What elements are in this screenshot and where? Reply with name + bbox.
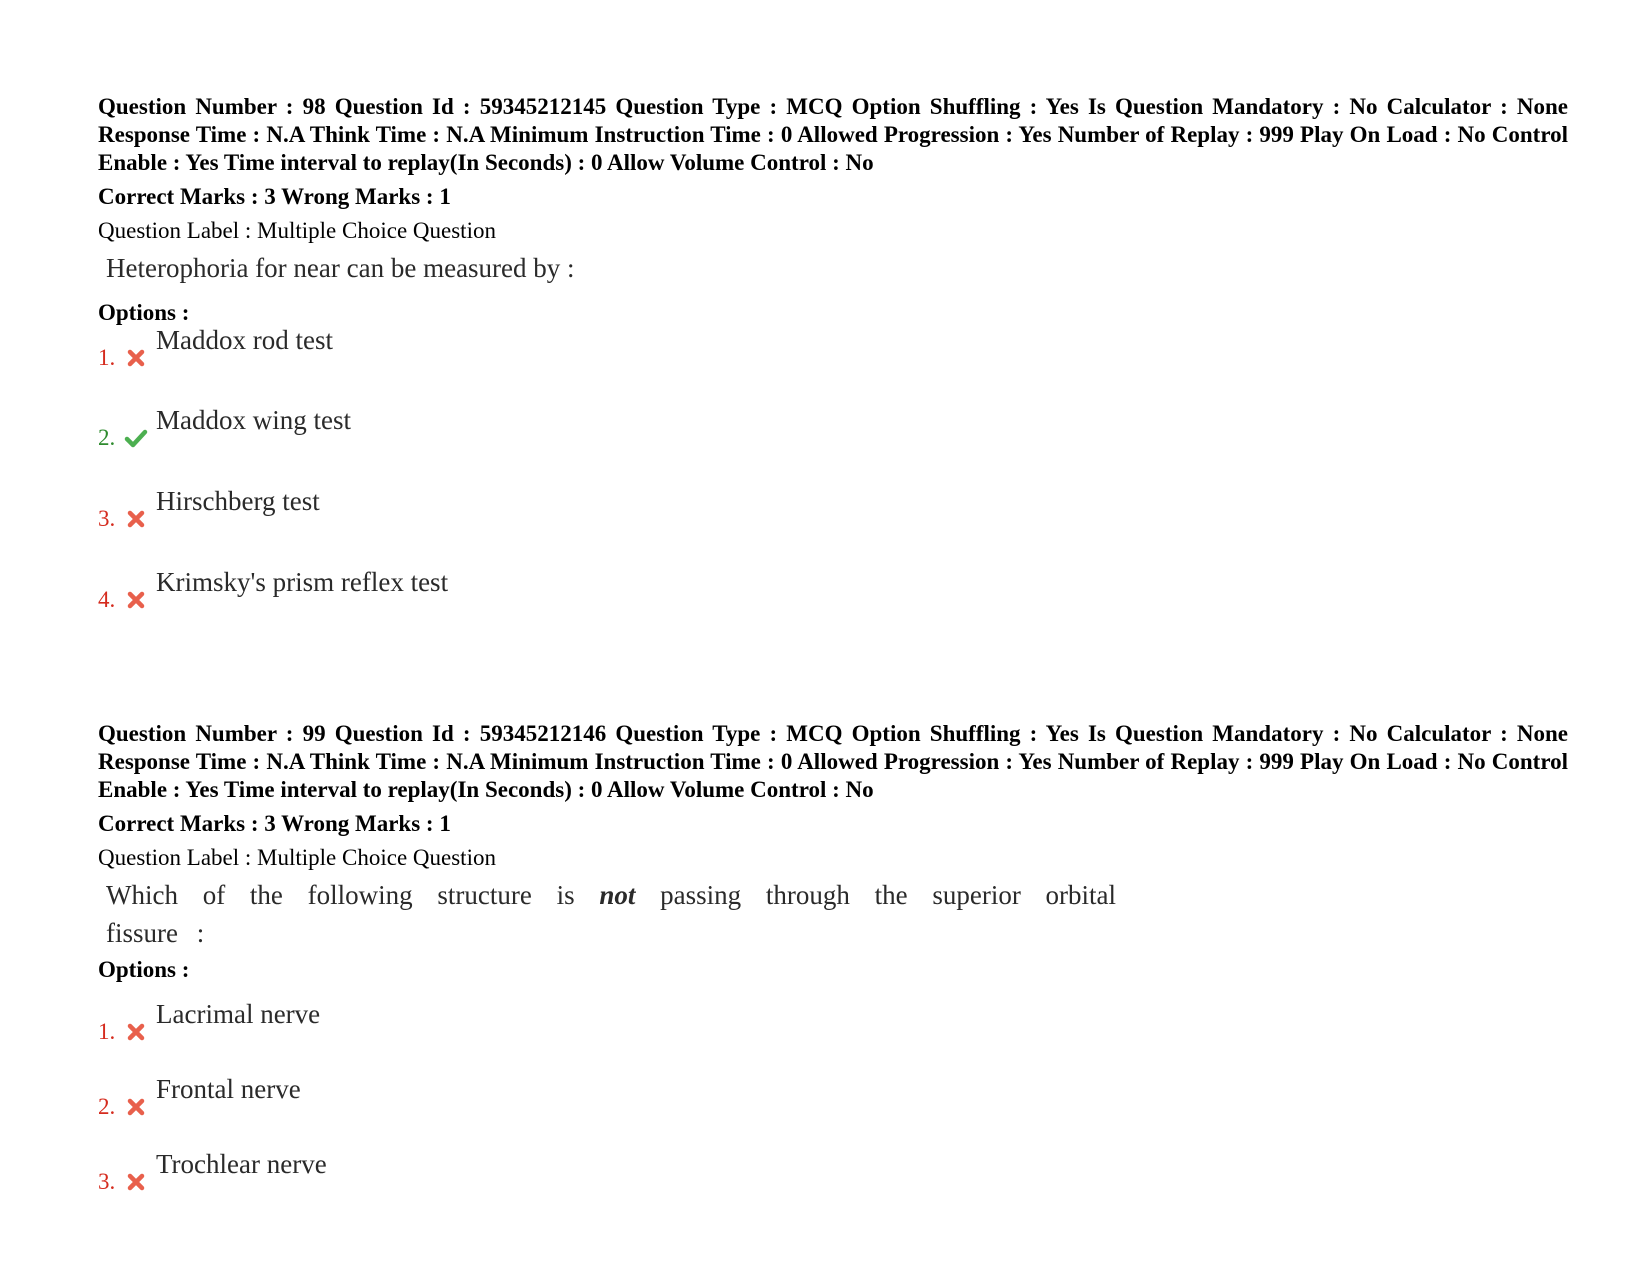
question-label: Question Label : Multiple Choice Question <box>98 218 496 243</box>
option-3 <box>98 486 320 531</box>
option-text: Trochlear nerve <box>156 1149 327 1179</box>
option-number: 4. <box>98 587 116 612</box>
cross-icon <box>124 1170 148 1194</box>
option-number: 3. <box>98 506 116 531</box>
option-2 <box>98 405 351 450</box>
option-text: Maddox wing test <box>156 405 351 435</box>
options-list-98 <box>98 325 1568 630</box>
question-meta: Question Number : 99 Question Id : 59345212146 Question Type : MCQ Option Shuffling : Yes Is Question Mandatory : No Calculator : None Response Time : N.A Think Time : N.A Minimum Instruction Time : 0 Allowed Progression : Yes Number of Replay : 999 Play On Load : No Control Enable : Yes Time interval to replay(In Seconds) : 0 Allow Volume Control : No <box>98 721 1568 802</box>
cross-icon <box>124 588 148 612</box>
cross-icon <box>124 1020 148 1044</box>
option-1 <box>98 999 321 1044</box>
option-number: 1. <box>98 345 116 370</box>
question-text <box>98 876 1116 952</box>
option-text: Lacrimal nerve <box>156 999 321 1029</box>
question-meta: Question Number : 98 Question Id : 59345212145 Question Type : MCQ Option Shuffling : Yes Is Question Mandatory : No Calculator : None Response Time : N.A Think Time : N.A Minimum Instruction Time : 0 Allowed Progression : Yes Number of Replay : 999 Play On Load : No Control Enable : Yes Time interval to replay(In Seconds) : 0 Allow Volume Control : No <box>98 94 1568 175</box>
option-2 <box>98 1074 301 1119</box>
question-text: Heterophoria for near can be measured by : <box>106 253 575 283</box>
option-text: Krimsky's prism reflex test <box>156 567 449 597</box>
option-number: 3. <box>98 1169 116 1194</box>
option-number: 2. <box>98 1094 116 1119</box>
question-98 <box>98 93 1568 327</box>
options-label: Options : <box>98 300 190 325</box>
check-icon <box>124 426 148 450</box>
option-4 <box>98 567 449 612</box>
option-text: Frontal nerve <box>156 1074 301 1104</box>
cross-icon <box>124 507 148 531</box>
option-3 <box>98 1149 327 1194</box>
cross-icon <box>124 1095 148 1119</box>
question-label: Question Label : Multiple Choice Question <box>98 845 496 870</box>
options-label: Options : <box>98 957 190 982</box>
option-1 <box>98 325 333 370</box>
question-text-after: passing through the superior orbital fissure : <box>106 880 1117 948</box>
options-list-99 <box>98 999 1568 1204</box>
question-marks: Correct Marks : 3 Wrong Marks : 1 <box>98 184 451 209</box>
question-99 <box>98 720 1568 984</box>
question-text-emphasis: not <box>599 880 636 910</box>
option-text: Maddox rod test <box>156 325 333 355</box>
option-number: 1. <box>98 1019 116 1044</box>
option-number: 2. <box>98 425 116 450</box>
question-text-before: Which of the following structure is <box>106 880 575 910</box>
cross-icon <box>124 346 148 370</box>
option-text: Hirschberg test <box>156 486 320 516</box>
question-marks: Correct Marks : 3 Wrong Marks : 1 <box>98 811 451 836</box>
